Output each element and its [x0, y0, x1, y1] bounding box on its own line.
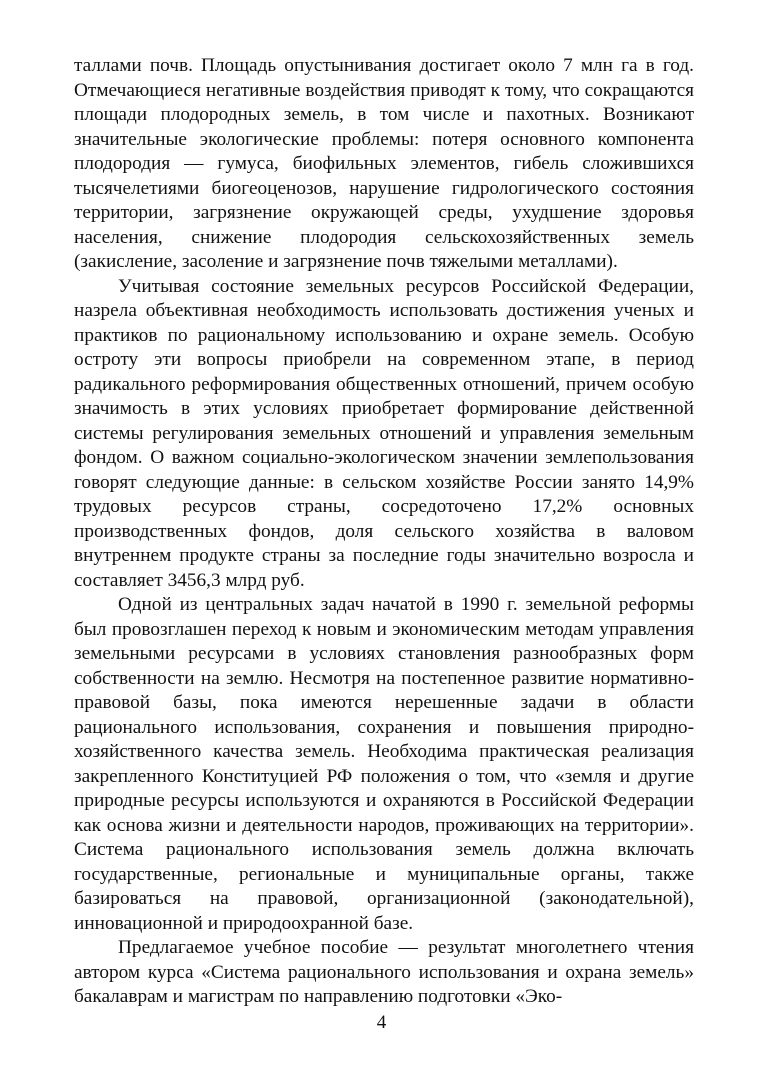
- paragraph-land-reform: Одной из центральных задач начатой в 1990 г. земельной реформы был провозглашен переход к новым и экономическим методам управления земельными ресурсами в условиях становления разнообразных форм собственности на землю. Несмотря на постепенное развитие нормативно-правовой базы, пока имеются нерешенные задачи в области рационального использования, сохранения и повышения природно-хозяйственного качества земель. Необходима практическая реализация закрепленного Конституцией РФ положения о том, что «земля и другие природные ресурсы используются и охраняются в Российской Федерации как основа жизни и деятельности народов, проживающих на территории». Система рационального использования земель должна включать государственные, региональные и муниципальные органы, также базироваться на правовой, организационной (законодательной), инновационной и природоохранной базе.: [74, 594, 694, 934]
- page-number: 4: [376, 1012, 387, 1033]
- paragraph-textbook-intro: Предлагаемое учебное пособие — результат многолетнего чтения автором курса «Система рационального использования и охрана земель» бакалаврам и магистрам по направлению подготовки «Эко-: [74, 937, 694, 1007]
- paragraph-continuation: таллами почв. Площадь опустынивания достигает около 7 млн га в год. Отмечающиеся негативные воздействия приводят к тому, что сокращаются площади плодородных земель, в том числе и пахотных. Возникают значительные экологические проблемы: потеря основного компонента плодородия — гумуса, биофильных элементов, гибель сложившихся тысячелетиями биогеоценозов, нарушение гидрологического состояния территории, загрязнение окружающей среды, ухудшение здоровья населения, снижение плодородия сельскохозяйственных земель (закисление, засоление и загрязнение почв тяжелыми металлами).: [74, 55, 694, 272]
- paragraph-land-resources: Учитывая состояние земельных ресурсов Российской Федерации, назрела объективная необходимость использовать достижения ученых и практиков по рациональному использованию и охране земель. Особую остроту эти вопросы приобрели на современном этапе, в период радикального реформирования общественных отношений, причем особую значимость в этих условиях приобретает формирование действенной системы регулирования земельных отношений и управления земельным фондом. О важном социально-экологическом значении землепользования говорят следующие данные: в сельском хозяйстве России занято 14,9% трудовых ресурсов страны, сосредоточено 17,2% основных производственных фондов, доля сельского хозяйства в валовом внутреннем продукте страны за последние годы значительно возросла и составляет 3456,3 млрд руб.: [74, 275, 694, 591]
- body-text: [74, 54, 694, 1010]
